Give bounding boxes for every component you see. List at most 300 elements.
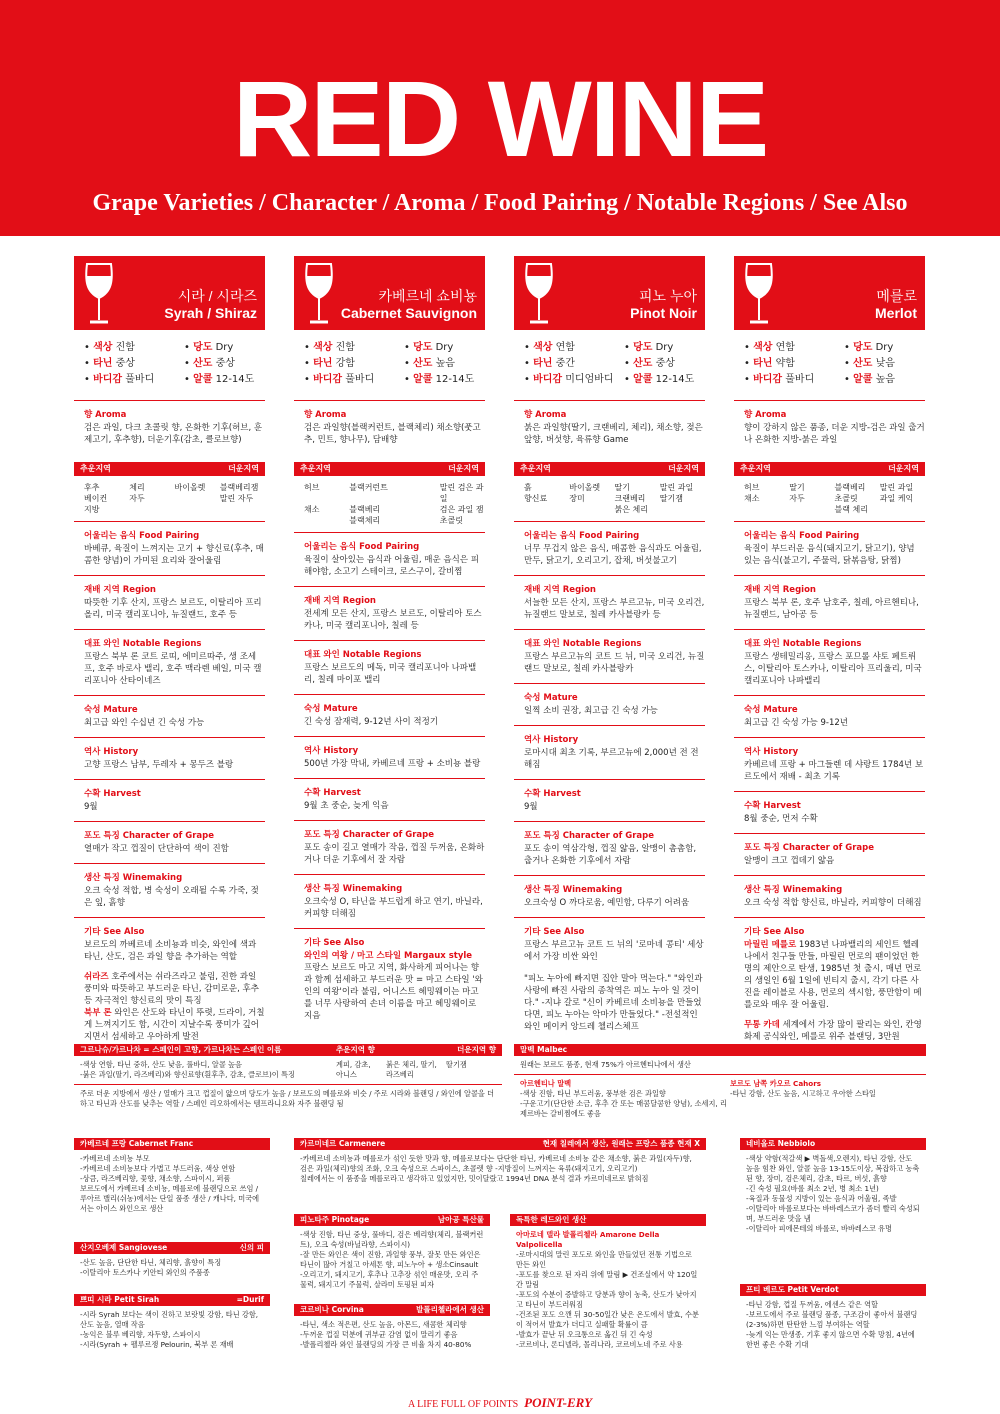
stat-body: • 바디감 풀바디: [744, 374, 815, 385]
variety-name-ko: 시라 / 시라즈: [177, 288, 257, 304]
food-title: 어울리는 음식 Food Pairing: [524, 531, 640, 541]
pairing-cell: 블랙베리: [834, 483, 866, 492]
stat-sweet: • 당도 Dry: [404, 342, 454, 353]
sangio-box: [74, 1242, 270, 1290]
see-also-title: 기타 See Also: [84, 927, 145, 937]
aroma-cell: 아니스: [336, 1070, 357, 1079]
see-also-note-text: 1983년 나파밸리의 세인트 헬레나에서 친구들 만들, 마릴린 먼로의 팬이었던 한명의 제안으로 탄생, 1985년 첫 출시, 매년 먼로의 생일인 6월 1일에 빈티지 출시, 각기 다른 사진을 레이블로 사용, 먼로의 섹시함, 풍만함이 메를로와 매우 잘 어울림.: [744, 940, 922, 1010]
pairing-cell: 검은 과일 잼: [439, 505, 484, 514]
notable-title: 대표 와인 Notable Regions: [744, 639, 862, 649]
info-line: -카베르네 소비뇽보다 가볍고 부드러움, 색상 연함: [80, 1164, 236, 1173]
stat-color: • 색상 연함: [524, 342, 575, 353]
info-line: -로마시대의 말린 포도로 와인을 만들었던 전통 기법으로 만든 와인: [516, 1250, 692, 1269]
aroma-title: 향 Aroma: [84, 410, 127, 420]
grape-character-title: 포도 특징 Character of Grape: [304, 830, 434, 840]
harvest-section: [74, 780, 265, 822]
pairing-cell: 바이올렛: [569, 483, 601, 492]
see-also-text: 보르도의 까베르네 소비뇽과 비슷, 와인에 색과 타닌, 산도, 검은 과일 향을 추가하는 역할: [84, 940, 257, 962]
notable-section: [734, 630, 925, 696]
notable-section: [74, 630, 265, 696]
grape-character-title: 포도 특징 Character of Grape: [524, 831, 654, 841]
pairing-cell: 자두: [129, 494, 145, 503]
grape-character-section: [74, 822, 265, 864]
region-title: 재배 지역 Region: [744, 585, 816, 595]
notable-text: 프랑스 생테밀리옹, 프랑스 포므롤 샤토 페트뤼스, 이탈리아 토스카나, 이탈리아 프리울리, 미국 캘리포니아 나파밸리: [744, 652, 922, 686]
pairing-cell: 블랙체리: [349, 516, 381, 525]
quote-text: "피노 누아에 빠지면 집안 말아 먹는다." "와인과 사랑에 빠진 사람의 종착역은 피노 누아 일 것이다." -지냐 갈로 "신이 카베르네 소비뇽을 만들었다면, 피노 누아는 악마가 만들었다." -전설적인 와인 메이커 앙드레 첼리스체프: [524, 974, 703, 1032]
notable-title: 대표 와인 Notable Regions: [524, 639, 642, 649]
grape-character-text: 포도 송이 역삼각형, 껍질 얇음, 알맹이 촘촘함, 춥거나 온화한 기후에서 자람: [524, 844, 697, 866]
nebbiolo-box: [740, 1138, 926, 1278]
variety-header: [514, 256, 705, 330]
aroma-section: [294, 401, 485, 454]
winemaking-text: 오크 숙성 적합, 병 숙성이 오래될 수록 가죽, 젖은 잎, 흙향: [84, 886, 259, 908]
grape-character-section: [734, 834, 925, 876]
harvest-section: [734, 792, 925, 834]
info-line: -색상 진함, 타닌 부드러움, 풍부한 검은 과일향: [520, 1089, 666, 1098]
variety-header: [734, 256, 925, 330]
aroma-cell: 계피, 감초,: [336, 1060, 371, 1069]
pairing-cell: [660, 504, 705, 515]
stat-acid: • 산도 중상: [184, 358, 235, 369]
malbec-intro: 원래는 보르도 품종, 현재 75%가 아르헨티나에서 생산: [514, 1056, 926, 1075]
pairing-cell: [220, 504, 265, 515]
argentina-malbec: 아르헨티나 말벡 -색상 진함, 타닌 부드러움, 풍부한 검은 과일향 -구운고기(단단한 소금, 후추 간 또는 매콤달콤한 양념), 소세지, 리제르바는 갈비찜에도 좋음: [520, 1079, 730, 1119]
history-title: 역사 History: [744, 747, 799, 757]
info-line: -잘 만든 와인은 색이 진함, 과일향 풍부, 잘못 만든 와인은 타닌이 많아 거칠고 아세톤 향, 피노누아 + 생소Cinsault: [300, 1250, 481, 1269]
see-also-note: [744, 1019, 925, 1043]
variety-name: [630, 288, 697, 322]
info-line: -색상 연함, 타닌 중하, 산도 낮음, 풀바디, 알콜 높음: [80, 1060, 242, 1069]
cfranc-box: [74, 1138, 270, 1238]
winemaking-section: [74, 864, 265, 918]
see-also-note-text: 세계에서 가장 많이 팔리는 와인, 칸영화제 공식와인, 메를로 위주 블랜딩, 3만원: [744, 1020, 922, 1042]
wine-glass-icon: [82, 262, 116, 326]
mature-title: 숙성 Mature: [304, 704, 358, 714]
pairing-cell: 과일 케익: [879, 494, 914, 503]
aroma-cell: 딸기잼: [446, 1060, 467, 1069]
pairing-cell: 블랙 체리: [834, 505, 868, 514]
stat-alcohol: • 알콜 높음: [844, 374, 895, 385]
grenache-lines: [80, 1060, 295, 1080]
hero-banner: [0, 0, 1000, 236]
mature-title: 숙성 Mature: [524, 693, 578, 703]
food-text: 바베큐, 육질이 느껴지는 고기 + 향신료(후추, 매콤한 양념)이 가미된 요리와 잘어울림: [84, 544, 264, 566]
mature-text: 일찍 소비 권장, 최고급 긴 숙성 가능: [524, 706, 658, 716]
pinotage-header: 피노타주 Pinotage 남아공 특산물: [294, 1214, 490, 1226]
pairing-cell: 딸기: [614, 483, 630, 492]
winemaking-text: 오크숙성 O 까다로움, 예민함, 다루기 어려움: [524, 898, 690, 908]
aroma-cell: 붉은 체리, 딸기,: [386, 1060, 437, 1069]
info-line: -오리고기, 돼지고기, 후추나 고추장 섞인 매운맛, 오리 주물럭, 돼지고기 주물럭, 살라미 토핑된 피자: [300, 1270, 479, 1289]
see-also-keyword: 북부 론: [84, 1008, 112, 1018]
stat-body: • 바디감 풀바디: [84, 374, 155, 385]
grape-character-section: [514, 822, 705, 876]
wine-glass-icon: [522, 262, 556, 326]
page-title: RED WINE: [232, 58, 768, 179]
info-line: -타닌 강함, 껍질 두꺼움, 에센스 같은 역할: [746, 1300, 878, 1309]
pairing-header: 추운지역 더운지역: [294, 462, 485, 476]
variety-name-ko: 카베르네 쇼비뇽: [378, 288, 477, 304]
stat-color: • 색상 진함: [304, 342, 355, 353]
history-section: [294, 737, 485, 779]
info-line: -색상 진함, 타닌 중상, 풀바디, 검은 베리향(체리, 블랙커런트), 오크 숙성(바닐라향, 스파이시): [300, 1230, 484, 1249]
notable-title: 대표 와인 Notable Regions: [84, 639, 202, 649]
cahors-malbec: 보르도 남쪽 카오르 Cahors -타닌 강함, 산도 높음, 시고하고 우아한 스타일: [730, 1079, 876, 1098]
pairing-cell: [744, 504, 789, 515]
harvest-title: 수확 Harvest: [304, 788, 361, 798]
stat-sweet: • 당도 Dry: [624, 342, 674, 353]
food-section: [74, 522, 265, 576]
mature-text: 최고급 긴 숙성 가능 9-12년: [744, 718, 848, 728]
pairing-cell: [175, 504, 220, 515]
variety-name-en: Pinot Noir: [630, 305, 697, 321]
see-also-headline: 와인의 여왕 / 마고 스타일 Margaux style: [304, 951, 473, 961]
info-line: -농익은 블루 베리향, 자두향, 스파이시: [80, 1330, 201, 1339]
info-line: -이탈리아 피에몬테의 바롤로, 바바레스코 유명: [746, 1224, 892, 1233]
winemaking-text: 오크 숙성 적합 향신료, 바닐라, 커피향이 더해짐: [744, 898, 922, 908]
nebbiolo-header: 네비올로 Nebbiolo: [740, 1138, 926, 1150]
variety-name: [341, 288, 477, 322]
pairing-table: [74, 462, 265, 522]
info-line: -이탈리아 바롤로보다는 바바레스코가 좀더 빨리 숙성되며, 부드러운 맛을 냄: [746, 1204, 920, 1223]
aroma-text: 검은 과일향(블랙커런트, 블랙체리) 채소향(풋고추, 민트, 향나무), 담배향: [304, 423, 481, 445]
see-also-section: [74, 918, 265, 1051]
pairing-cell: 말린 자두: [219, 494, 254, 503]
grenache-note: 주로 더운 지방에서 생산 / 열매가 크고 껍질이 얇으며 당도가 높음 / 보르도의 메를로와 비슷 / 주로 시라와 블랜딩 / 와인에 알콜을 더하고 타닌과 산도를 낮추는 역할 / 스페인 리오하에서는 템프라니요와 자주 블랜딩 됨: [74, 1084, 502, 1113]
variety-stats: [74, 330, 265, 401]
amarone-header: 독특한 레드와인 생산: [510, 1214, 706, 1226]
see-also-keyword: 무통 카데: [744, 1020, 780, 1030]
history-section: [734, 738, 925, 792]
grenache-header: 그르나슈/가르나차 = 스페인이 고향, 가르나차는 스페인 이름 추운지역 향 더운지역 향: [74, 1044, 502, 1056]
pairing-cell: 붉은 체리: [614, 505, 648, 514]
stat-sweet: • 당도 Dry: [844, 342, 894, 353]
pairing-cell: [175, 493, 220, 504]
pairing-cell: 채소: [304, 505, 320, 514]
harvest-text: 9월 초 중순, 늦게 익음: [304, 801, 389, 811]
see-also-note: [744, 939, 925, 1011]
notable-text: 프랑스 북부 론 코트 로띠, 에미르따주, 생 조세프, 호주 바로사 밸리, 호주 맥라렌 베일, 미국 캘리포니아 산타이네즈: [84, 652, 262, 686]
region-section: [514, 576, 705, 630]
variety-stats: [734, 330, 925, 401]
stat-tannin: • 타닌 강함: [304, 358, 355, 369]
info-line: -긴 숙성 필요(바롤 최소 2년, 병 최소 1년): [746, 1184, 879, 1193]
winemaking-section: [734, 876, 925, 918]
mature-title: 숙성 Mature: [744, 705, 798, 715]
info-line: -육질과 동물성 지방이 있는 음식과 어울림, 족발: [746, 1194, 897, 1203]
variety-column: [514, 256, 705, 1041]
info-line: -카베르네 소비뇽과 메를로가 섞인 듯한 맛과 향, 메를로보다는 단단한 타닌, 카베르네 소비뇽 같은 채소향, 붉은 과일(자두)향, 검은 과일(체리)향의 조화, 오크 숙성으로 스파이스, 초콜렛 향 -지방질이 느껴지는 육류(돼지고기, 오리고기): [300, 1154, 692, 1173]
aroma-text: 붉은 과일향(딸기, 크랜베리, 체리), 채소향, 젖은 앞향, 버섯향, 육류향 Game: [524, 423, 703, 445]
see-also-keyword: 마릴린 메를로: [744, 940, 797, 950]
see-also-text: 프랑스 보르도 마고 지역, 화사하게 피어나는 향과 함께 섬세하고 부드러운 맛 = 마고 스타일 '와인의 여왕'이라 불림, 어니스트 헤밍웨이는 마고를 너무 사랑하여 손녀 이름을 마고 헤밍웨이로 지음: [304, 963, 483, 1021]
winemaking-title: 생산 특징 Winemaking: [524, 885, 623, 895]
pairing-cell: [880, 504, 925, 515]
stat-sweet: • 당도 Dry: [184, 342, 234, 353]
food-text: 육질이 부드러운 음식(돼지고기, 닭고기), 양념 있는 음식(불고기, 주물럭, 닭볶음탕, 닭찜): [744, 544, 915, 566]
pairing-cell: 크랜베리: [614, 494, 646, 503]
aroma-title: 향 Aroma: [304, 410, 347, 420]
pairing-table: [294, 462, 485, 533]
pairing-header: 추운지역 더운지역: [734, 462, 925, 476]
info-line: -타닌, 색소 적은편, 산도 높음, 아몬드, 새콤한 체리향: [300, 1320, 467, 1329]
region-text: 따뜻한 기후 산지, 프랑스 보르도, 이탈리아 프리올리, 미국 캘리포니아, 뉴질랜드, 호주 등: [84, 598, 262, 620]
aroma-section: [74, 401, 265, 454]
stat-tannin: • 타닌 중간: [524, 358, 575, 369]
info-line: -시라 Syrah 보다는 색이 진하고 보랏빛 강함, 타닌 강함, 산도 높음, 열매 작음: [80, 1310, 259, 1329]
history-text: 고향 프랑스 남부, 두레자 + 몽두즈 블랑: [84, 760, 234, 770]
winemaking-section: [294, 875, 485, 929]
food-section: [514, 522, 705, 576]
corvina-header: 코르비나 Corvina 발폴리첼라에서 생산: [294, 1304, 490, 1316]
pairing-cell: 블랙베리잼: [219, 483, 259, 492]
pairing-cell: [524, 504, 569, 515]
aroma-text: 검은 과일, 다크 초콜릿 향, 온화한 기후(허브, 훈제고기, 후추향), 더운기후(감초, 클로브향): [84, 423, 263, 445]
harvest-section: [514, 780, 705, 822]
stat-acid: • 산도 높음: [404, 358, 455, 369]
carmenere-box: [294, 1138, 706, 1208]
info-line: -건조된 포도 으깬 뒤 30-50일간 낮은 온도에서 발효, 수분이 적어서 발효가 더디고 실패할 확률이 큼: [516, 1310, 699, 1329]
see-also-note: [84, 971, 265, 1007]
pairing-cell: 채소: [744, 494, 760, 503]
info-line: -발폴리첼라 와인 블랜딩의 가장 큰 비율 차지 40-80%: [300, 1340, 472, 1349]
pairing-cell: [395, 504, 440, 515]
aroma-text: 향이 강하지 않은 품종, 더운 지방-검은 과일 춥거나 온화한 지방-붉은 과일: [744, 423, 925, 445]
pairing-cell: [789, 504, 834, 515]
variety-column: [734, 256, 925, 1051]
carmenere-header: 카르미네르 Carmenere 현재 칠레에서 생산, 원래는 프랑스 품종 현재 X: [294, 1138, 706, 1150]
history-text: 로마시대 최초 기록, 부르고뉴에 2,000년 전 전해짐: [524, 748, 699, 770]
wine-glass-icon: [742, 262, 776, 326]
notable-section: [294, 641, 485, 695]
pverdot-header: 프티 베르도 Petit Verdot: [740, 1284, 926, 1296]
winemaking-title: 생산 특징 Winemaking: [744, 885, 843, 895]
stat-color: • 색상 진함: [84, 342, 135, 353]
stat-tannin: • 타닌 중상: [84, 358, 135, 369]
info-line: -붉은 과일(딸기, 라즈베리)와 향신료향(흰후추, 감초, 클로브)이 특징: [80, 1070, 295, 1079]
pairing-header: 추운지역 더운지역: [514, 462, 705, 476]
pairing-cell: 허브: [304, 483, 320, 492]
mature-section: [514, 684, 705, 726]
region-section: [74, 576, 265, 630]
info-line: -카베르네 소비뇽 부모: [80, 1154, 150, 1163]
see-also-note: [84, 1007, 265, 1043]
notable-section: [514, 630, 705, 684]
variety-name: [875, 288, 917, 322]
info-line: -상큼, 라즈베리향, 꽃향, 채소향, 스파이시, 퍼퓸: [80, 1174, 231, 1183]
aroma-section: [514, 401, 705, 454]
pairing-cell: 말린 과일: [879, 483, 914, 492]
winemaking-text: 오크숙성 O, 타닌을 부드럽게 하고 연기, 바닐라, 커피향 더해짐: [304, 897, 483, 919]
amarone-box: 독특한 레드와인 생산 아마로네 델라 발폴리첼라 Amarone Della Valpolicella -로마시대의 말린 포도로 와인을 만들었던 전통 기법으로 만든 와인 -포도를 찾으로 된 자리 위에 말림 ▶ 건조실에서 약 120일간 말림 -포도의 수분이 증발하고 당분과 향이 농축, 산도가 낮아지고 타닌이 부드러워짐 -건조된 포도 으깬 뒤 30-50일간 낮은 온도에서 발효, 수분이 적어서 발효가 더디고 실패할 확률이 큼 -발효가 끝난 뒤 오크통으로 옮긴 뒤 긴 숙성 -코르비나, 론디넬라, 몰리나라, 코르비노네 주로 사용: [510, 1214, 706, 1374]
winemaking-title: 생산 특징 Winemaking: [84, 873, 183, 883]
pairing-cell: 딸기잼: [659, 494, 683, 503]
region-text: 프랑스 북부 론, 호주 남호주, 칠레, 아르헨티나, 뉴질랜드, 남아공 등: [744, 598, 919, 620]
info-line: -색상 약함(적갈색 ▶ 벽돌색,오렌지), 타닌 강함, 산도 높음 힘찬 와인, 알콜 높음 13-15도이상, 복잡하고 농축된 향, 장미, 검은체리, 감초, 타르, 버섯, 흙향: [746, 1154, 920, 1183]
pairing-table: [734, 462, 925, 522]
mature-section: [734, 696, 925, 738]
pairing-cell: 말린 과일: [659, 483, 694, 492]
cfranc-header: 카베르네 프랑 Cabernet Franc: [74, 1138, 270, 1150]
variety-name-ko: 메를로: [876, 288, 917, 304]
harvest-title: 수확 Harvest: [524, 789, 581, 799]
variety-name-en: Cabernet Sauvignon: [340, 305, 477, 321]
see-also-title: 기타 See Also: [744, 927, 805, 937]
variety-column: [294, 256, 485, 1030]
info-line: -늦게 익는 만생종, 기후 좋지 않으면 수확 망침, 4년에 한번 좋은 수확 기대: [746, 1330, 915, 1349]
harvest-section: [294, 779, 485, 821]
malbec-header: 말벡 Malbec: [514, 1044, 926, 1056]
food-title: 어울리는 음식 Food Pairing: [304, 542, 420, 552]
pairing-cell: 흙: [524, 483, 532, 492]
variety-name: [164, 288, 257, 322]
stat-body: • 바디감 미디엄바디: [524, 374, 614, 385]
pairing-cell: 블랙커런트: [349, 483, 388, 492]
notable-text: 프랑스 보르도의 메독, 미국 캘리포니아 나파밸리, 칠레 마이포 밸리: [304, 663, 477, 685]
info-line: -포도의 수분이 증발하고 당분과 향이 농축, 산도가 낮아지고 타닌이 부드러워짐: [516, 1290, 697, 1309]
corvina-box: [294, 1304, 490, 1354]
see-also-title: 기타 See Also: [524, 927, 585, 937]
notable-title: 대표 와인 Notable Regions: [304, 650, 422, 660]
food-text: 육질이 살아있는 음식과 어울림, 매운 음식은 피해야함, 소고기 스테이크, 로스구이, 갈비찜: [304, 555, 479, 577]
pairing-cell: 향신료: [524, 494, 548, 503]
see-also-keyword: 쉬라즈: [84, 972, 109, 982]
see-also-section: [734, 918, 925, 1051]
pverdot-box: [740, 1284, 926, 1374]
harvest-title: 수확 Harvest: [84, 789, 141, 799]
brand-logo: POINT-ERY: [524, 1395, 593, 1410]
variety-column: [74, 256, 265, 1051]
pairing-cell: 체리: [129, 483, 145, 492]
pairing-cell: 후추: [84, 483, 100, 492]
grape-character-text: 포도 송이 길고 열매가 작음, 껍질 두꺼움, 온화하거나 더운 기후에서 잘 자람: [304, 843, 485, 865]
region-section: [734, 576, 925, 630]
variety-name-en: Syrah / Shiraz: [164, 305, 257, 321]
grenache-box: [74, 1044, 502, 1113]
pairing-cell: 말린 검은 과일: [439, 483, 484, 503]
info-line: -산도 높음, 단단한 타닌, 체리향, 흙향이 특징: [80, 1258, 222, 1267]
page-subtitle: Grape Varieties / Character / Aroma / Food Pairing / Notable Regions / See Also: [92, 190, 908, 216]
pairing-grid: [294, 476, 485, 533]
grape-character-section: [294, 821, 485, 875]
harvest-text: 9월: [524, 802, 538, 812]
winemaking-section: [514, 876, 705, 918]
mature-text: 최고급 와인 수십년 긴 숙성 가능: [84, 718, 205, 728]
aroma-title: 향 Aroma: [744, 410, 787, 420]
harvest-text: 9월: [84, 802, 98, 812]
info-line: 칠레에서는 이 품종을 메를로라고 생각하고 있었지만, 밋이달랐고 1994년 DNA 분석 결과 카르미네르로 밝혀짐: [300, 1174, 649, 1183]
pairing-cell: 초콜릿: [439, 516, 463, 525]
pairing-cell: 허브: [744, 483, 760, 492]
info-line: -구운고기(단단한 소금, 후추 간 또는 매콤달콤한 양념), 소세지, 리제르바는 갈비찜에도 좋음: [520, 1099, 727, 1118]
food-text: 너무 무겁지 않은 음식, 매콤한 음식과도 어울림, 만두, 닭고기, 오리고기, 잡채, 버섯불고기: [524, 544, 702, 566]
pairing-cell: 지방: [84, 505, 100, 514]
stat-alcohol: • 알콜 12-14도: [404, 374, 475, 385]
pairing-cell: [395, 482, 440, 504]
petite-box: [74, 1294, 270, 1374]
variety-stats: [514, 330, 705, 401]
region-title: 재배 지역 Region: [84, 585, 156, 595]
mature-section: [294, 695, 485, 737]
info-line: -시라(Syrah + 펠루르쟁 Pelourin, 북부 론 재배: [80, 1340, 234, 1349]
info-line: -포도를 찾으로 된 자리 위에 말림 ▶ 건조실에서 약 120일간 말림: [516, 1270, 698, 1289]
aroma-cell: [446, 1070, 486, 1080]
footer-tagline: A LIFE FULL OF POINTS: [407, 1399, 519, 1410]
grape-character-title: 포도 특징 Character of Grape: [744, 843, 874, 853]
region-text: 서늘한 모든 산지, 프랑스 부르고뉴, 미국 오리건, 뉴질랜드 말보로, 칠레 카사블랑카 등: [524, 598, 705, 620]
mature-text: 긴 숙성 잠재력, 9-12년 사이 적정기: [304, 717, 439, 727]
pairing-cell: [304, 515, 349, 526]
history-section: [514, 726, 705, 780]
see-also-note-text: 호주에서는 쉬라즈라고 불림, 진한 과일 풍미와 따뜻하고 부드러운 타닌, 감미로운, 후추 등 자극적인 향신료의 맛이 특징: [84, 972, 259, 1006]
stat-acid: • 산도 낮음: [844, 358, 895, 369]
pairing-cell: 장미: [569, 494, 585, 503]
pairing-cell: 바이올렛: [174, 483, 206, 492]
aroma-title: 향 Aroma: [524, 410, 567, 420]
wine-glass-icon: [302, 262, 336, 326]
grenache-aroma-grid: [336, 1060, 496, 1080]
variety-header: [294, 256, 485, 330]
history-text: 500년 가장 막내, 카베르네 프랑 + 소비뇽 블랑: [304, 759, 481, 769]
notable-text: 프랑스 부르고뉴의 코트 드 뉘, 미국 오리건, 뉴질랜드 말보로, 칠레 카사블랑카: [524, 652, 705, 674]
history-title: 역사 History: [304, 746, 359, 756]
info-line: -두꺼운 껍질 덕분에 귀부균 감염 없이 말리기 좋음: [300, 1330, 458, 1339]
pinotage-box: [294, 1214, 490, 1300]
pairing-cell: [129, 504, 174, 515]
stat-color: • 색상 연함: [744, 342, 795, 353]
see-also-section: [294, 929, 485, 1030]
food-section: [294, 533, 485, 587]
variety-stats: [294, 330, 485, 401]
pairing-cell: [395, 515, 440, 526]
food-section: [734, 522, 925, 576]
pairing-grid: [74, 476, 265, 522]
aroma-section: [734, 401, 925, 454]
pairing-cell: 블랙베리: [349, 505, 381, 514]
pairing-cell: [569, 504, 614, 515]
info-line: -발효가 끝난 뒤 오크통으로 옮긴 뒤 긴 숙성: [516, 1330, 653, 1339]
pairing-cell: 자두: [789, 494, 805, 503]
pairing-grid: [734, 476, 925, 522]
pairing-grid: [514, 476, 705, 522]
history-text: 카베르네 프랑 + 마그들렌 데 샤랑트 1784년 보르도에서 재배 - 최초 기록: [744, 760, 924, 782]
region-title: 재배 지역 Region: [304, 596, 376, 606]
stat-alcohol: • 알콜 12-14도: [624, 374, 695, 385]
petite-header: 쁘띠 시라 Petit Sirah =Durif: [74, 1294, 270, 1306]
stat-body: • 바디감 풀바디: [304, 374, 375, 385]
see-also-title: 기타 See Also: [304, 938, 365, 948]
grape-character-title: 포도 특징 Character of Grape: [84, 831, 214, 841]
variety-name-ko: 피노 누아: [639, 288, 697, 304]
stat-tannin: • 타닌 약함: [744, 358, 795, 369]
pairing-cell: 베이컨: [84, 494, 108, 503]
see-also-section: [514, 918, 705, 1041]
footer: [0, 1395, 1000, 1411]
pairing-cell: 초콜릿: [834, 494, 858, 503]
history-title: 역사 History: [524, 735, 579, 745]
mature-section: [74, 696, 265, 738]
mature-title: 숙성 Mature: [84, 705, 138, 715]
harvest-text: 8월 중순, 먼저 수확: [744, 814, 818, 824]
winemaking-title: 생산 특징 Winemaking: [304, 884, 403, 894]
food-title: 어울리는 음식 Food Pairing: [744, 531, 860, 541]
history-title: 역사 History: [84, 747, 139, 757]
harvest-title: 수확 Harvest: [744, 801, 801, 811]
region-text: 전세계 모든 산지, 프랑스 보르도, 이탈리아 토스카나, 미국 캘리포니아, 칠레 등: [304, 609, 482, 631]
region-section: [294, 587, 485, 641]
see-also-text: 프랑스 부르고뉴 코트 드 뉘의 '로마네 콩티' 세상에서 가장 비싼 와인: [524, 940, 704, 962]
